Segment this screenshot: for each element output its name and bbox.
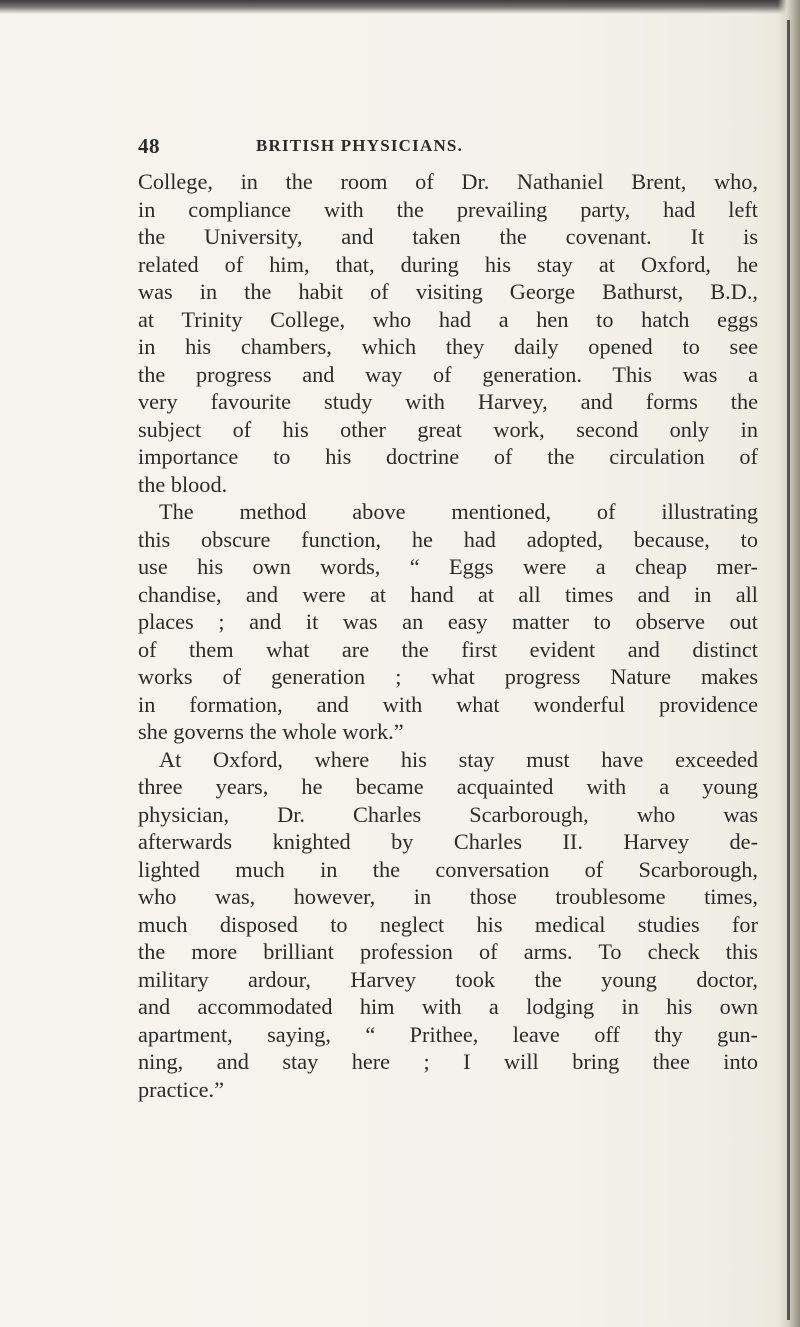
running-head: [138, 134, 758, 164]
text-line: three years, he became acquainted with a young: [138, 774, 758, 799]
running-title: BRITISH PHYSICIANS.: [256, 136, 464, 155]
text-line: works of generation ; what progress Nature makes: [138, 664, 758, 689]
text-line: the progress and way of generation. This was a: [138, 361, 758, 387]
text-line: in compliance with the prevailing party, had left: [138, 196, 758, 222]
text-line: apartment, saying, “ Prithee, leave off thy gun-: [138, 1021, 758, 1047]
text-line: the more brilliant profession of arms. To check this: [138, 939, 758, 964]
page-number: 48: [138, 134, 160, 158]
text-line: in his chambers, which they daily opened to see: [138, 334, 758, 359]
text-line: the University, and taken the covenant. It is: [138, 224, 758, 249]
text-line: related of him, that, during his stay at Oxford, he: [138, 251, 758, 277]
text-line: much disposed to neglect his medical studies for: [138, 911, 758, 937]
text-line: of them what are the first evident and distinct: [138, 636, 758, 662]
text-line: at Trinity College, who had a hen to hatch eggs: [138, 306, 758, 332]
text-line: ning, and stay here ; I will bring thee into: [138, 1049, 758, 1074]
body-text: [138, 168, 758, 1103]
text-line: subject of his other great work, second only in: [138, 416, 758, 442]
binding-line: [787, 20, 790, 1320]
text-line: lighted much in the conversation of Scarborough,: [138, 856, 758, 882]
text-line: College, in the room of Dr. Nathaniel Brent, who,: [138, 169, 758, 194]
text-line: importance to his doctrine of the circulation of: [138, 444, 758, 469]
text-line: physician, Dr. Charles Scarborough, who was: [138, 801, 758, 827]
text-line: in formation, and with what wonderful providence: [138, 691, 758, 717]
text-line: chandise, and were at hand at all times and in all: [138, 581, 758, 607]
text-line: The method above mentioned, of illustrating: [159, 499, 758, 524]
text-line: At Oxford, where his stay must have exceeded: [159, 746, 758, 772]
page-top-edge: [0, 0, 800, 14]
text-line: practice.”: [138, 1076, 225, 1102]
text-line: was in the habit of visiting George Bathurst, B.D.,: [138, 279, 758, 304]
text-line: who was, however, in those troublesome times,: [138, 884, 758, 909]
text-line: she governs the whole work.”: [138, 719, 404, 744]
text-line: use his own words, “ Eggs were a cheap mer-: [138, 554, 758, 579]
text-line: afterwards knighted by Charles II. Harvey de-: [138, 829, 758, 854]
text-line: and accommodated him with a lodging in his own: [138, 994, 758, 1019]
text-line: military ardour, Harvey took the young doctor,: [138, 966, 758, 992]
text-line: places ; and it was an easy matter to observe out: [138, 609, 758, 634]
text-line: very favourite study with Harvey, and forms the: [138, 389, 758, 414]
text-line: this obscure function, he had adopted, because, to: [138, 526, 758, 552]
text-line: the blood.: [138, 471, 228, 497]
